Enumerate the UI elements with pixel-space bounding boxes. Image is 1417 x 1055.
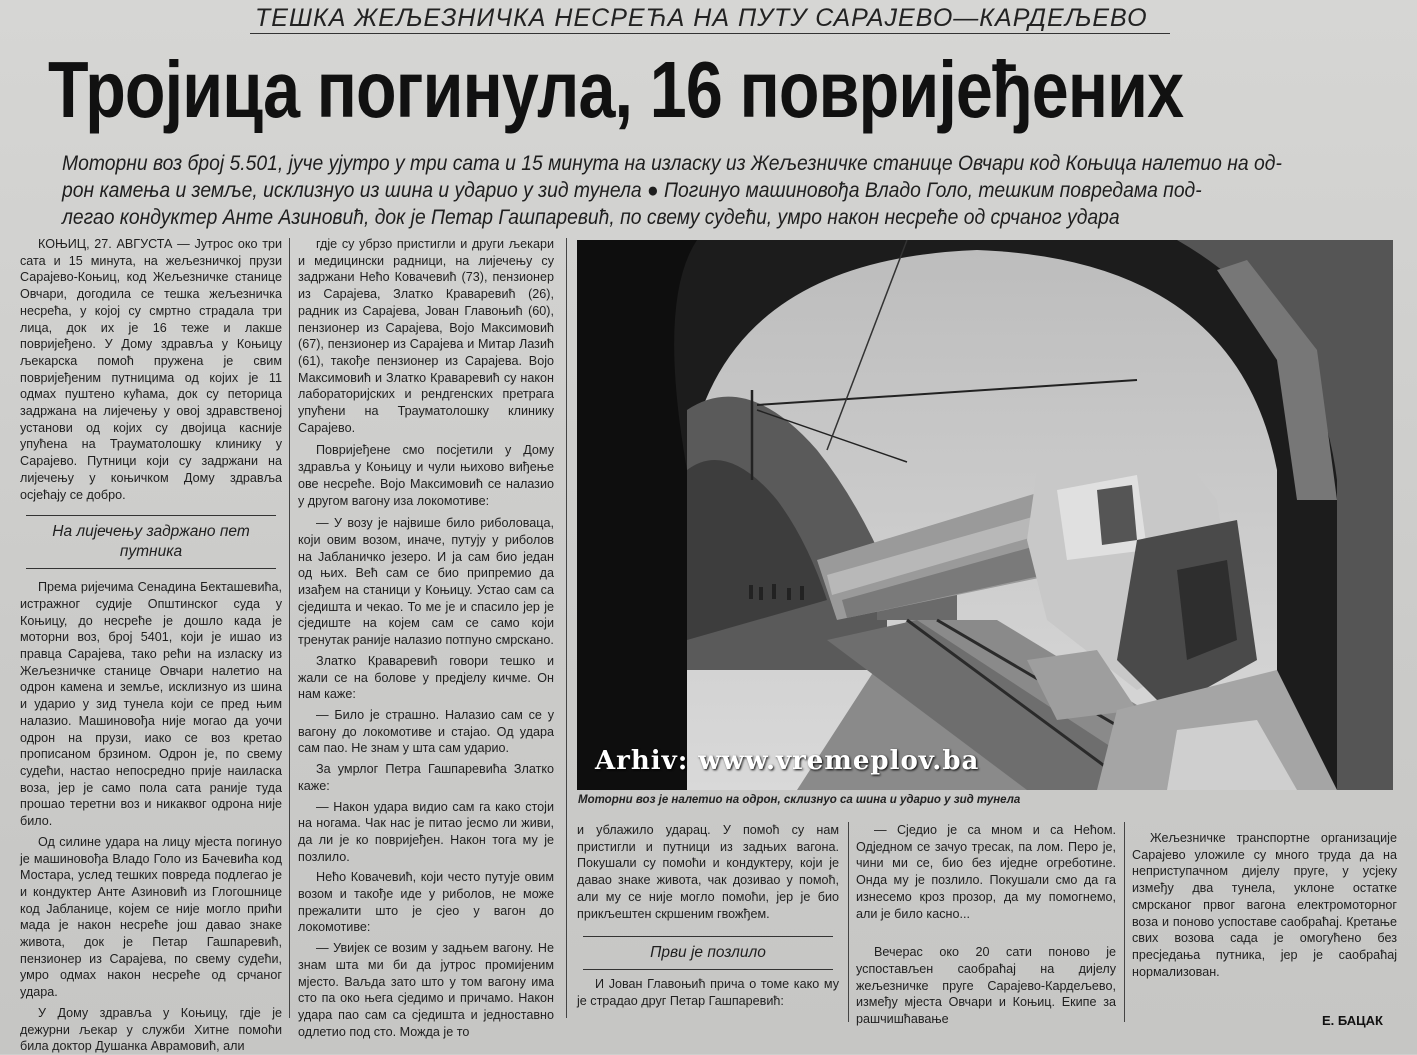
col1-paragraph-2: Према ријечима Сенадина Бекташевића, истражног судије Општинског суда у Коњицу, до несреће је дошло када је моторни воз, број 5401, који је ишао из правца Сарајева, тако рећи на изласку из Жељезничке станице Овчари налетио на одрон камена и земље, исклизнуо из шина и ударио у зид тунела који се пред њим налазио. Машиновођа није могао да уочи одрон на прузи, иако се воз кретао прописаном брзином. Одрон је, по свему судећи, настао непосредно прије наиласка воза, јер је само пола сата раније туда прошао теретни воз и никаквог одрона није било. xyxy=(20,580,282,829)
deck-line-3: легао кондуктер Анте Азиновић, док је Петар Гашпаревић, по свему судећи, умро након несреће од срчаног удара xyxy=(62,206,1120,229)
col1-paragraph-1: КОЊИЦ, 27. АВГУСТА — Јутрос око три сата и 15 минута, на жељезничкој прузи Сарајево-Коњиц, код Жељезничке станице Овчари, догодила се тешка жељезничка несрећа, у којој су смртно страдала три лица, док их је 16 теже и лакше повријеђено. У Дому здравља у Коњицу љекарска помоћ пружена је свим повријеђеним путницима од којих је 11 одмах пуштено кућама, док су петорица задржана на лијечењу у овој здравственој установи од којих су двојица касније упућена на Трауматолошку клинику у Сарајево. Путници који су задржани на лијечењу у коњичком Дому здравља осјећају се добро. xyxy=(20,237,282,502)
kicker-rule xyxy=(250,33,1170,34)
derailed-train-photo xyxy=(577,240,1393,790)
col2-paragraph-3: — У возу је највише било риболоваца, који овим возом, иначе, путују у риболов на Јабланичко језеро. И ја сам био један од њих. Већ сам се био припремио да изађем на станици у Коњицу. Устао сам са сједишта и чекао. То ме је и спасило јер је сједиште на којем сам се само који тренутак раније налазио потпуно смрскано. xyxy=(298,516,554,648)
col1-paragraph-4: У Дому здравља у Коњицу, гдје је дежурни љекар у служби Хитне помоћи била доктор Душанка Аврамовић, али xyxy=(20,1005,282,1054)
col4-paragraph-1: — Сједио је са мном и са Нећом. Одједном се зачуо тресак, па лом. Перо је, чини ми се, био без иједне огреботине. Онда му је позлило. Покушали смо да га изнесемо кроз прозор, да му помогнемо, али је било касно... xyxy=(856,823,1116,921)
col1-subhead: На лијечењу задржано пет путника xyxy=(52,523,250,561)
col3-paragraph-1: и ублажило ударац. У помоћ су нам пристигли и путници из задњих вагона. Покушали су помоћи и кондуктеру, који је давао знаке живота, чак дозивао у помоћ, али му се није могло помоћи, јер је био прикљештен скршеним гвожђем. xyxy=(577,823,839,921)
author-signature: Е. БАЦАК xyxy=(1322,1013,1383,1028)
column-rule-4 xyxy=(1124,822,1125,1022)
col2-paragraph-2: Повријеђене смо посјетили у Дому здравља у Коњицу и чули њихово виђење ове несреће. Војо Максимовић се налазио у другом вагону иза локомотиве: xyxy=(298,443,554,508)
deck-line-1: Моторни воз број 5.501, јуче ујутро у три сата и 15 минута на изласку из Жељезничке станице Овчари код Коњица налетио на од- xyxy=(62,152,1282,175)
column-4 xyxy=(856,822,1116,1028)
archive-watermark: Arhiv: www.vremeplov.ba xyxy=(595,746,980,776)
column-rule-3 xyxy=(848,822,849,1022)
subhead-rule-bottom xyxy=(26,568,276,569)
column-3 xyxy=(577,822,839,1010)
accident-photo xyxy=(577,240,1393,790)
col3-subhead: Први је позлило xyxy=(650,944,766,962)
deck-line-2: рон камења и земље, исклизнуо из шина и ударио у зид тунела ● Погинуо машиновођа Владо Голо, тешким повредама под- xyxy=(62,179,1202,202)
col2-paragraph-7: — Након удара видио сам га како стоји на ногама. Чак нас је питао јесмо ли живи, да ли је ко повријеђен. Након тога му је позлило. xyxy=(298,799,554,864)
col3-paragraph-2: И Јован Главоњић прича о томе како му је страдао друг Петар Гашпаревић: xyxy=(577,977,839,1008)
column-2 xyxy=(298,236,554,1040)
column-1 xyxy=(20,236,282,1055)
col2-paragraph-5: — Било је страшно. Налазио сам се у вагону до локомотиве и стајао. Од удара сам пао. Не знам у шта сам ударио. xyxy=(298,707,554,756)
col4-paragraph-2: Вечерас око 20 сати поново је успостављен саобраћај на дијелу жељезничке пруге Сарајево-Кардељево, између мјеста Овчари и Коњиц. Екипе за рашчишћавање xyxy=(856,945,1116,1027)
col1-paragraph-3: Од силине удара на лицу мјеста погинуо је машиновођа Владо Голо из Бачевића код Мостара, услед тешких повреда подлегао је и кондуктер Анте Азиновић из Глогошнице код Јабланице, којем се није могло прићи мада је након несреће још давао знаке живота, док је Петар Гашпаревић, пензионер из Сарајева, по свему судећи, умро одмах након несреће од срчаног удара. xyxy=(20,834,282,1000)
col3-subhead-rule-bottom xyxy=(583,969,833,970)
col2-paragraph-4: Златко Краваревић говори тешко и жали се на болове у предјелу кичме. Он нам каже: xyxy=(298,653,554,702)
col3-subhead-rule-top xyxy=(583,936,833,937)
column-rule-1 xyxy=(289,238,290,1018)
column-5 xyxy=(1132,830,1397,980)
article-kicker: ТЕШКА ЖЕЉЕЗНИЧКА НЕСРЕЋА НА ПУТУ САРАЈЕВО—КАРДЕЉЕВО xyxy=(255,4,1148,32)
column-rule-2 xyxy=(566,238,567,1018)
col2-paragraph-8: Нећо Ковачевић, који често путује овим возом и такође иде у риболов, не може прежалити што је сјео у вагон до локомотиве: xyxy=(298,870,554,935)
article-deck xyxy=(62,150,1313,231)
col5-paragraph-1: Жељезничке транспортне организације Сарајево уложиле су много труда да на неприступачном дијелу пруге, у усјеку између два тунела, уклоне остатке смрсканог првог вагона електромоторног воза и поново успоставе саобраћај. Кретање свих возова сада је омогућено без пресједања путника, јер је саобраћај нормализован. xyxy=(1132,831,1397,979)
subhead-rule-top xyxy=(26,515,276,516)
col2-paragraph-1: гдје су убрзо пристигли и други љекари и медицински радници, на лијечењу су задржани Нећо Ковачевић (73), пензионер из Сарајева, Златко Краваревић (26), радник из Сарајева, Јован Главоњић (60), пензионер из Сарајева, Војо Максимовић (67), пензионер из Сарајева и Митар Лазић (61), такође пензионер из Сарајева. Војо Максимовић и Златко Краваревић су након лабораторијских и рендгенских претрага упућени на Трауматолошку клинику Сарајево. xyxy=(298,237,554,435)
article-headline: Тројица погинула, 16 повријеђених xyxy=(48,45,1184,134)
col2-paragraph-9: — Увијек се возим у задњем вагону. Не знам шта ми би да јутрос промијеним мјесто. Ваљда зато што у том вагону има сто па око њега сједимо и причамо. Након удара пао сам са сједишта и једноставно одлетио под сто. Можда је то xyxy=(298,941,554,1039)
col2-paragraph-6: За умрлог Петра Гашпаревића Златко каже: xyxy=(298,762,554,793)
photo-caption: Моторни воз је налетио на одрон, склизнуо са шина и ударио у зид тунела xyxy=(578,794,1021,806)
